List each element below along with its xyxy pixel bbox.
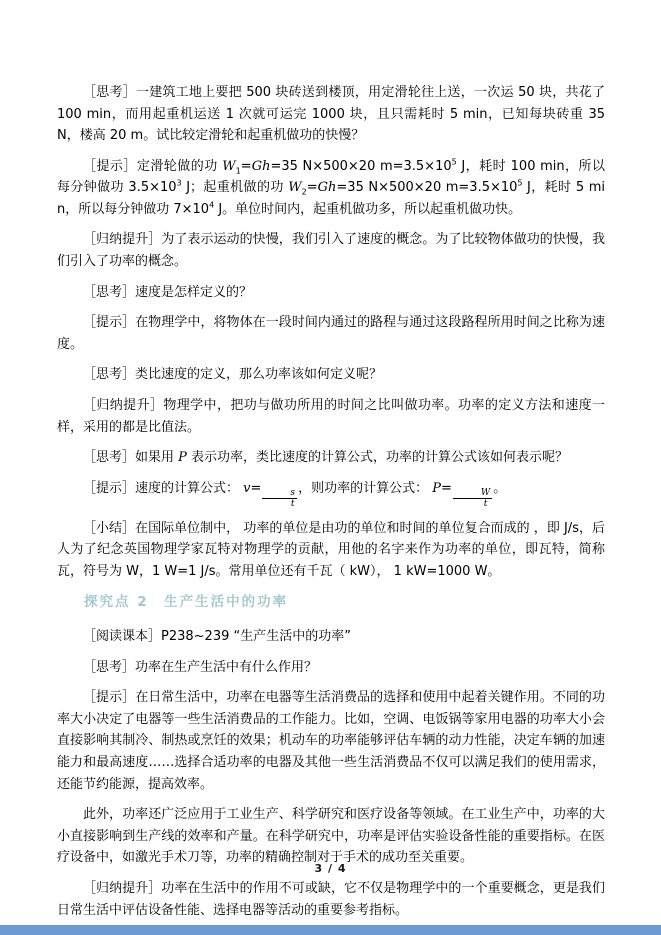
document-content — [57, 82, 605, 930]
paragraph-power-other-fields: 此外，功率还广泛应用于工业生产、科学研究和医疗设备等领域。在工业生产中，功率的大小直接影响到生产线的效率和产量。在科学研究中，功率是评估实验设备性能的重要指标。在医疗设备中，如激光手术刀等，功率的精确控制对于手术的成功至关重要。 — [57, 807, 605, 866]
paragraph-recap-power-unit: ［小结］在国际单位制中， 功率的单位是由功的单位和时间的单位复合而成的 ，即 J/s，后人为了纪念英国物理学家瓦特对物理学的贡献，用他的名字来作为功率的单位，即瓦特，简称瓦，符号为 W，1 W=1 J/s。常用单位还有千瓦（ kW）， 1 kW=1000 W。 — [57, 520, 605, 579]
paragraph-summary-power-definition: ［归纳提升］物理学中，把功与做功所用的时间之比叫做功率。功率的定义方法和速度一样，采用的都是比值法。 — [57, 397, 605, 435]
paragraph-hint-power-in-life: ［提示］在日常生活中，功率在电器等生活消费品的选择和使用中起着关键作用。不同的功率大小决定了电器等一些生活消费品的工作能力。比如，空调、电饭锅等家用电器的功率大小会直接影响其制冷、制热或烹饪的效果；机动车的功率能够评估车辆的动力性能，决定车辆的加速能力和最高速度……选择合适功率的电器及其他一些生活消费品不仅可以满足我们的使用需求，还能节约能源，提高效率。 — [57, 690, 605, 792]
section-heading-explore-point-2: 探究点 2 生产生活中的功率 — [84, 593, 289, 610]
paragraph-think-power-in-life: ［思考］功率在生产生活中有什么作用？ — [83, 659, 318, 675]
paragraph-hint-pulley-crane: ［提示］定滑轮做的功 $W_1=Gh=35$ N×500×20 $m=3.5\times 10^5$ J，耗时 100 min，所以每分钟做功 $3.5\times 10^3$ J；起重机做的功 $W_2=Gh=35$ N×500×20 $m=3.5\times 10^5$ J，耗时 5 min，所以每分钟做功 $7\times 10^4$ J。单位时间内，起重机做功多，所以起重机做功快。 — [57, 157, 605, 217]
paragraph-read-textbook: ［阅读课本］P238~239 “生产生活中的功率” — [83, 629, 351, 645]
bottom-accent-bar — [0, 925, 661, 935]
paragraph-summary-speed-power: ［归纳提升］为了表示运动的快慢，我们引入了速度的概念。为了比较物体做功的快慢，我们引入了功率的概念。 — [57, 232, 605, 270]
paragraph-summary-power-importance: ［归纳提升］功率在生活中的作用不可或缺，它不仅是物理学中的一个重要概念，更是我们日常生活中评估设备性能、选择电器等活动的重要参考指标。 — [57, 880, 605, 918]
paragraph-hint-speed-definition: ［提示］在物理学中，将物体在一段时间内通过的路程与通过这段路程所用时间之比称为速度。 — [57, 315, 605, 352]
paragraph-think-power-definition: ［思考］类比速度的定义，那么功率该如何定义呢？ — [83, 367, 383, 383]
fraction-formula: $\frac{s}{t}$ — [262, 488, 297, 509]
fraction-formula: $\frac{W}{t}$ — [453, 488, 492, 509]
paragraph-hint-power-formula: ［提示］速度的计算公式： v= $\frac{s}{t}$ ，则功率的计算公式： P= $\frac{W}{t}$ 。 — [83, 480, 507, 509]
paragraph-think-bricks: ［思考］一建筑工地上要把 500 块砖送到楼顶，用定滑轮往上送，一次运 50 块，共花了 100 min，而用起重机运送 1 次就可运完 1000 块，且只需耗时 5 min，已知每块砖重 35 N，楼高 20 m。试比较定滑轮和起重机做功的快慢？ — [57, 85, 605, 144]
paragraph-think-power-formula: ［思考］如果用 P 表示功率，类比速度的计算公式，功率的计算公式该如何表示呢？ — [83, 450, 569, 466]
paragraph-think-speed-definition: ［思考］速度是怎样定义的？ — [83, 284, 253, 300]
page-number: 3 / 4 — [314, 862, 347, 875]
